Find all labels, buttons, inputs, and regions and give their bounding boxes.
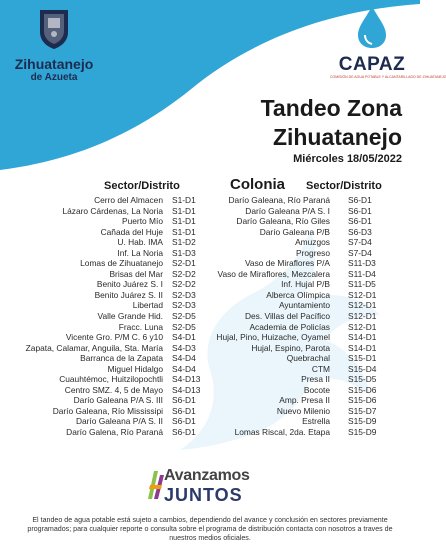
sector-left-cell: S1-D3 (172, 247, 196, 258)
sector-right-cell: S7-D4 (348, 247, 372, 258)
colonia-left-cell: Darío Galeana, Río Mississipi (52, 405, 163, 416)
sector-right-cell: S14-D1 (348, 342, 377, 353)
table-row (0, 322, 420, 333)
colonia-right-cell: Amp. Presa II (279, 395, 330, 406)
sector-right-cell: S15-D5 (348, 374, 377, 385)
sector-left-cell: S1-D2 (172, 237, 196, 248)
colonia-right-cell: Vaso de Miraflores P/A (244, 258, 330, 269)
municipality-subtitle: de Azueta (30, 72, 78, 83)
sector-left-cell: S4-D1 (172, 332, 196, 343)
colonia-right-cell: Inf. Hujal P/B (281, 279, 330, 290)
colonia-left-cell: Puerto Mío (122, 216, 163, 227)
sector-right-cell: S12-D1 (348, 311, 377, 322)
table-row (0, 374, 420, 385)
colonia-left-cell: Benito Juárez S. II (94, 289, 163, 300)
colonia-right-cell: CTM (311, 363, 330, 374)
sector-right-cell: S14-D1 (348, 332, 377, 343)
colonia-left-cell: Inf. La Noria (117, 247, 163, 258)
sector-left-cell: S1-D1 (172, 205, 196, 216)
colonia-right-cell: Ayuntamiento (278, 300, 330, 311)
colonia-left-cell: Brisas del Mar (109, 268, 163, 279)
table-row (0, 269, 420, 280)
title-line-2: Zihuatanejo (272, 124, 402, 150)
colonia-left-cell: Darío Galena, Río Paraná (66, 427, 163, 438)
colonia-right-cell: Progreso (296, 247, 330, 258)
colonia-right-cell: Hujal, Espino, Parota (251, 342, 330, 353)
title-line-1: Tandeo Zona (260, 95, 402, 121)
sector-right-cell: S11-D4 (348, 268, 376, 279)
sector-left-cell: S4-D4 (172, 353, 196, 364)
colonia-right-cell: Darío Galeana, Río Giles (236, 216, 330, 227)
colonia-right-cell: Darío Galeana P/B (259, 226, 330, 237)
colonia-left-cell: Darío Galeana P/A S. III (73, 395, 163, 406)
schedule-date: Miércoles 18/05/2022 (293, 153, 402, 165)
colonia-right-cell: Quebrachal (286, 353, 330, 364)
water-drop-icon (354, 4, 390, 50)
colonia-right-cell: Nuevo Milenio (276, 405, 330, 416)
colonia-left-cell: Lázaro Cárdenas, La Noria (62, 205, 163, 216)
sector-right-cell: S15-D1 (348, 353, 377, 364)
sector-left-cell: S6-D1 (172, 395, 196, 406)
campaign-word: Avanzamos (164, 467, 250, 484)
table-row (0, 395, 420, 406)
table-row (0, 206, 420, 217)
campaign-marks-icon (146, 465, 166, 505)
sector-left-cell: S4-D13 (172, 374, 201, 385)
footer-notice: El tandeo de agua potable está sujeto a cambios, dependiendo del avance y conclusión en sectores previamente programados; para cualquier reporte o consulta sobre el programa de distribución contacta con nosotros a traves de nuestros medios oficiales. (27, 516, 393, 542)
colonia-right-cell: Des. Villas del Pacífico (244, 311, 330, 322)
municipality-logo (8, 6, 100, 88)
table-row (0, 406, 420, 417)
sector-right-cell: S15-D6 (348, 395, 377, 406)
sector-left-cell: S2-D2 (172, 279, 196, 290)
colonia-right-cell: Lomas Riscal, 2da. Etapa (234, 427, 330, 438)
sector-right-cell: S12-D1 (348, 300, 377, 311)
sector-left-cell: S4-D3 (172, 342, 196, 353)
colonia-left-cell: Benito Juárez S. I (96, 279, 163, 290)
campaign-logo (146, 463, 276, 509)
table-row (0, 195, 420, 206)
sector-left-cell: S6-D1 (172, 405, 196, 416)
sector-right-cell: S6-D3 (348, 226, 372, 237)
colonia-right-cell: Alberca Olímpica (266, 289, 330, 300)
sector-left-cell: S6-D1 (172, 427, 196, 438)
sector-right-cell: S15-D9 (348, 416, 377, 427)
table-row (0, 364, 420, 375)
colonia-left-cell: Cerro del Almacen (94, 195, 163, 205)
sector-right-cell: S15-D9 (348, 427, 377, 438)
sector-right-cell: S12-D1 (348, 321, 377, 332)
sector-right-cell: S15-D7 (348, 405, 377, 416)
sector-right-cell: S6-D1 (348, 216, 372, 227)
sector-left-cell: S6-D1 (172, 416, 196, 427)
table-row (0, 343, 420, 354)
colonia-left-cell: Fracc. Luna (118, 321, 163, 332)
municipal-seal-icon (34, 6, 74, 50)
table-row (0, 258, 420, 269)
colonia-left-cell: Miguel Hidalgo (107, 363, 163, 374)
table-row (0, 237, 420, 248)
colonia-right-cell: Amuzgos (295, 237, 330, 248)
colonia-left-cell: Darío Galeana P/A S. II (75, 416, 163, 427)
sector-right-cell: S6-D1 (348, 205, 372, 216)
colonia-right-cell: Darío Galeana, Río Paraná (228, 195, 330, 205)
colonia-left-cell: U. Hab. IMA (117, 237, 163, 248)
left-sector-header: Sector/Distrito (104, 180, 180, 192)
sector-left-cell: S2-D5 (172, 311, 196, 322)
colonia-left-cell: Cuauhtémoc, Huitzilopochtli (59, 374, 163, 385)
sector-left-cell: S2-D5 (172, 321, 196, 332)
sector-left-cell: S1-D1 (172, 216, 196, 227)
page-title (261, 94, 402, 152)
table-row (0, 311, 420, 322)
colonia-left-cell: Centro SMZ. 4, 5 de Mayo (64, 384, 163, 395)
sector-left-cell: S1-D1 (172, 226, 196, 237)
colonia-left-cell: Libertad (132, 300, 163, 311)
sector-left-cell: S4-D13 (172, 384, 201, 395)
table-row (0, 332, 420, 343)
table-row (0, 248, 420, 259)
colonia-right-cell: Bocote (303, 384, 330, 395)
table-row (0, 290, 420, 301)
sector-left-cell: S2-D1 (172, 258, 196, 269)
sector-right-cell: S11-D5 (348, 279, 376, 290)
colonia-left-cell: Lomas de Zihuatanejo (80, 258, 163, 269)
sector-left-cell: S4-D4 (172, 363, 196, 374)
sector-right-cell: S15-D6 (348, 384, 377, 395)
agency-name: CAPAZ (338, 54, 406, 75)
campaign-juntos: JUNTOS (164, 485, 243, 505)
colonia-right-cell: Darío Galeana P/A S. I (245, 205, 330, 216)
sector-left-cell: S1-D1 (172, 195, 196, 205)
colonia-left-cell: Valle Grande Hid. (97, 311, 163, 322)
table-row (0, 227, 420, 238)
sector-right-cell: S12-D1 (348, 289, 377, 300)
colonia-left-cell: Barranca de la Zapata (80, 353, 163, 364)
colonia-right-cell: Presa II (301, 374, 330, 385)
colonia-right-cell: Vaso de Miraflores, Mezcalera (217, 268, 330, 279)
table-row (0, 427, 420, 438)
colonia-left-cell: Zapata, Calamar, Anguila, Sta. María (25, 342, 163, 353)
sector-left-cell: S2-D3 (172, 289, 196, 300)
sector-left-cell: S2-D2 (172, 268, 196, 279)
table-row (0, 416, 420, 427)
colonia-left-cell: Cañada del Huje (100, 226, 163, 237)
schedule-table (0, 195, 420, 438)
table-row (0, 279, 420, 290)
colonia-left-cell: Vicente Gro. P/M C. 6 y10 (65, 332, 163, 343)
colonia-right-cell: Estrella (302, 416, 330, 427)
sector-right-cell: S7-D4 (348, 237, 372, 248)
right-sector-header: Sector/Distrito (306, 180, 382, 192)
sector-right-cell: S11-D3 (348, 258, 376, 269)
colonia-header: Colonia (230, 176, 285, 193)
table-row (0, 300, 420, 311)
sector-right-cell: S15-D4 (348, 363, 377, 374)
colonia-right-cell: Hujal, Pino, Huizache, Oyamel (216, 332, 330, 343)
colonia-right-cell: Academia de Policías (249, 321, 330, 332)
sector-left-cell: S2-D3 (172, 300, 196, 311)
agency-logo (330, 4, 446, 84)
table-row (0, 385, 420, 396)
agency-tagline: COMISIÓN DE AGUA POTABLE Y ALCANTARILLADO DE ZIHUATANEJO (330, 75, 446, 79)
municipality-name: Zihuatanejo (14, 56, 94, 72)
table-row (0, 216, 420, 227)
sector-right-cell: S6-D1 (348, 195, 372, 205)
table-row (0, 353, 420, 364)
